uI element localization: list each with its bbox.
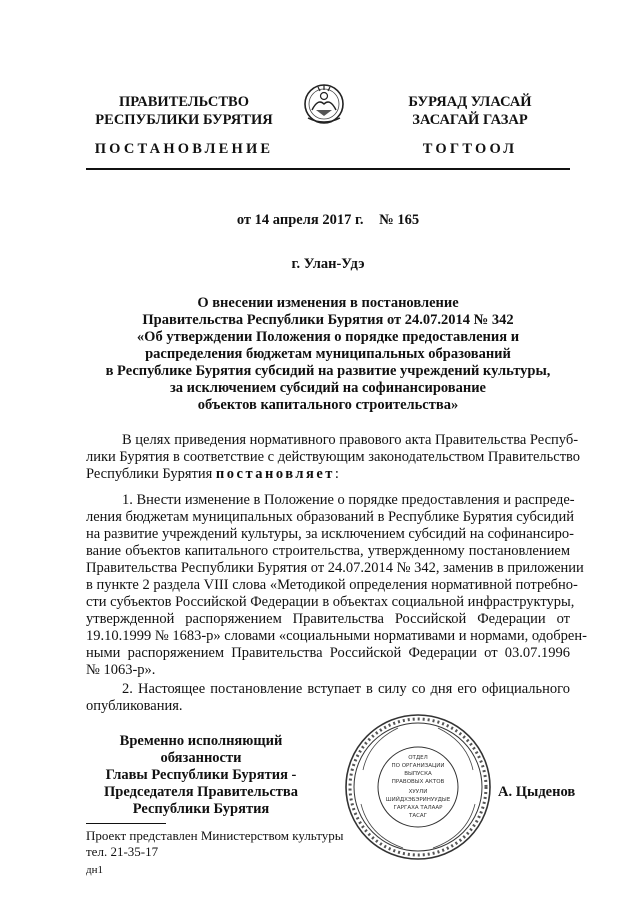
preamble-line: В целях приведения нормативного правового акта Правительства Респуб- — [122, 432, 579, 448]
preamble-line: лики Бурятия в соответствие с действующим законодательством Правительство — [86, 449, 581, 465]
stamp-line: ВЫПУСКА — [404, 771, 432, 777]
header-right-line-1: БУРЯАД УЛАСАЙ — [408, 94, 532, 110]
item-1-paragraph — [86, 492, 587, 679]
subject-line: за исключением субсидий на софинансирование — [169, 380, 486, 396]
item-1-line: сти субъектов Российской Федерации в объектах социальной инфраструктуры, — [86, 594, 575, 610]
stamp-line: ОТДЕЛ — [408, 755, 428, 761]
item-2-line: 2. Настоящее постановление вступает в силу со дня его официального — [122, 681, 570, 697]
header-right-line-2: ЗАСАГАЙ ГАЗАР — [412, 112, 528, 128]
coat-of-arms-icon — [302, 80, 346, 128]
decree-date: от 14 апреля 2017 г. — [236, 212, 364, 228]
item-2-line: опубликования. — [86, 698, 183, 714]
subject-line: в Республике Бурятия субсидий на развитие учреждений культуры, — [105, 363, 551, 379]
preamble-prefix: Республики Бурятия — [86, 466, 216, 482]
stamp-line: ХУУЛИ — [408, 789, 428, 795]
subject-line: объектов капитального строительства» — [197, 397, 459, 413]
stamp-line: ПО ОРГАНИЗАЦИИ — [391, 763, 445, 769]
header-left-line-2: РЕСПУБЛИКИ БУРЯТИЯ — [95, 112, 273, 128]
decree-city: г. Улан-Удэ — [291, 256, 365, 272]
signatory-position — [86, 733, 316, 818]
stamp-line: ТАСАГ — [408, 813, 428, 819]
official-stamp-icon — [343, 712, 493, 862]
item-1-line: Правительства Республики Бурятия от 24.07.2014 № 342, заменив в приложении — [86, 560, 584, 576]
footer-line: тел. 21-35-17 — [86, 844, 159, 859]
header-divider — [86, 168, 570, 170]
decree-subject — [86, 295, 570, 414]
item-1-line: на развитие учреждений культуры, за исключением субсидий на софинансиро- — [86, 526, 574, 542]
item-1-line: вание объектов капитального строительства, утвержденному постановлением — [86, 543, 570, 559]
footer-note — [86, 828, 343, 860]
signatory-name: А. Цыденов — [498, 784, 576, 800]
item-2-paragraph — [86, 681, 570, 715]
preamble-line-last — [86, 466, 570, 483]
header-left-line-1: ПРАВИТЕЛЬСТВО — [119, 94, 249, 110]
decree-word: постановляет — [215, 466, 335, 482]
footer-initials: дн1 — [86, 864, 103, 876]
stamp-line: ГАРГАХА ТАЛААР — [393, 805, 443, 811]
item-1-line: 19.10.1999 № 1683-р» словами «социальными нормативами и нормами, одобрен- — [86, 628, 587, 644]
subject-line: «Об утверждении Положения о порядке предоставления и — [136, 329, 520, 345]
subject-line: распределения бюджетам муниципальных образований — [145, 346, 511, 362]
preamble-paragraph — [86, 432, 581, 483]
signatory-line: Республики Бурятия — [132, 801, 270, 817]
subject-line: Правительства Республики Бурятия от 24.07.2014 № 342 — [142, 312, 514, 328]
signatory-line: Председателя Правительства — [104, 784, 298, 800]
signatory-line: Временно исполняющий обязанности — [119, 733, 283, 766]
item-1-line: в пункте 2 раздела VIII слова «Методикой определения нормативной потребно- — [86, 577, 578, 593]
stamp-line: ШИЙДХЭБЭРИНУУДЫЕ — [385, 797, 451, 803]
signatory-line: Главы Республики Бурятия - — [105, 767, 297, 783]
decree-date-line — [86, 212, 570, 229]
item-1-line: 1. Внести изменение в Положение о порядке предоставления и распреде- — [122, 492, 575, 508]
subject-line: О внесении изменения в постановление — [197, 295, 459, 311]
footer-divider — [86, 823, 166, 824]
header-left — [86, 93, 282, 129]
footer-line: Проект представлен Министерством культуры — [86, 828, 344, 843]
preamble-suffix: : — [334, 466, 339, 482]
item-1-line: утвержденной распоряжением Правительства Российской Федерации от — [86, 611, 570, 627]
doc-type-buryat: ТОГТООЛ — [422, 141, 518, 157]
decree-number: № 165 — [379, 212, 420, 228]
item-1-line: № 1063-р». — [86, 662, 156, 678]
item-1-line: ными распоряжением Правительства Российской Федерации от 03.07.1996 — [86, 645, 570, 661]
item-1-line: ления бюджетам муниципальных образований в Республике Бурятия субсидий — [86, 509, 575, 525]
stamp-line: ПРАВОВЫХ АКТОВ — [391, 779, 445, 785]
doc-type-russian: ПОСТАНОВЛЕНИЕ — [94, 141, 274, 157]
header-right — [372, 93, 568, 129]
